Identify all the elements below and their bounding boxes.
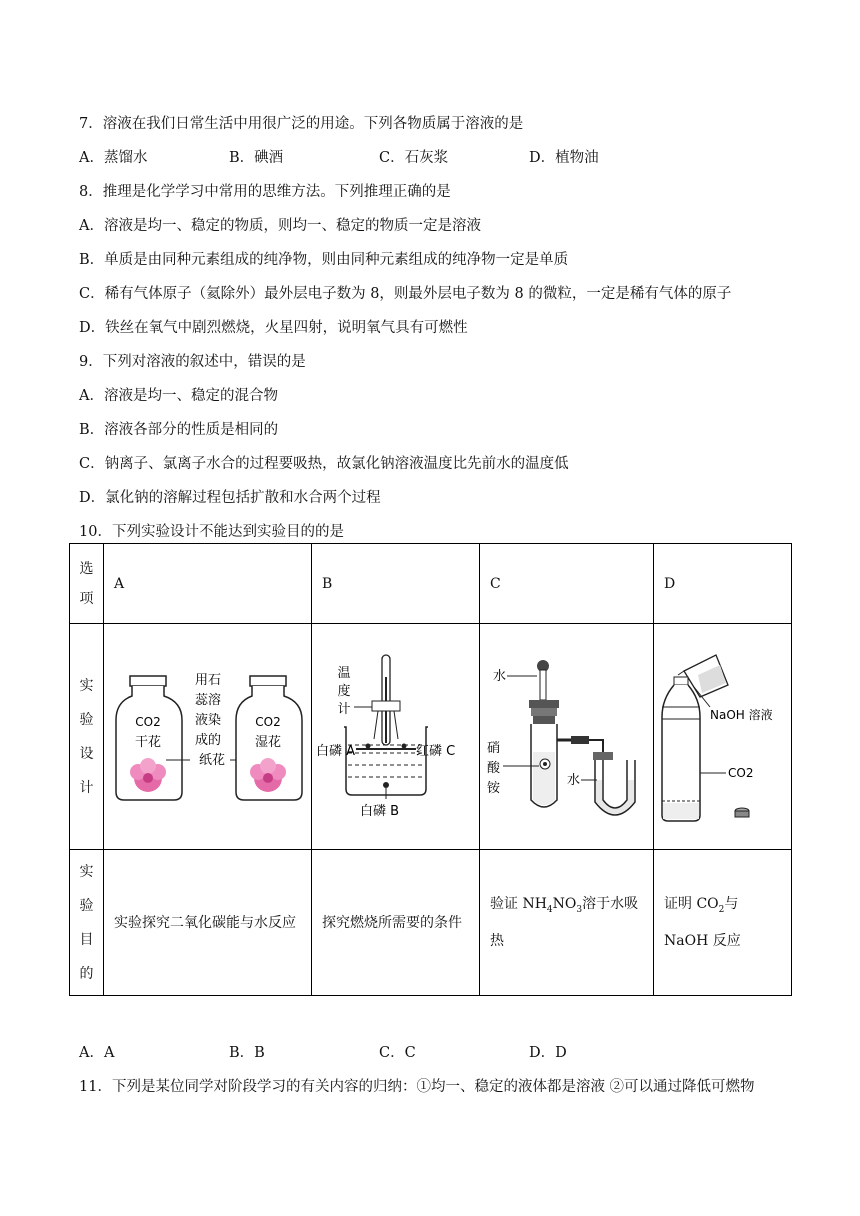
col-c-label: C	[480, 544, 654, 624]
bottle-icon	[662, 677, 700, 821]
thermometer-label-2: 度	[336, 683, 351, 699]
table-row-design	[70, 624, 792, 850]
q10-answer-a: A．A	[79, 1045, 115, 1061]
purpose-b: 探究燃烧所需要的条件	[312, 850, 480, 996]
water-label-u: 水	[566, 772, 580, 788]
q7-option-b: B．碘酒	[229, 150, 284, 166]
svg-text:用石: 用石	[194, 672, 221, 688]
water-label-top: 水	[492, 668, 506, 684]
dropper-icon	[537, 660, 549, 700]
figure-a-jars	[108, 662, 308, 812]
figure-d-cell	[654, 624, 792, 850]
thermometer-label-3: 计	[336, 701, 351, 717]
thermometer-label-1: 温	[336, 665, 351, 681]
q7-option-c: C．石灰浆	[379, 150, 449, 166]
figure-d-apparatus	[658, 647, 788, 827]
col-b-label: B	[312, 544, 480, 624]
svg-text:液染: 液染	[194, 712, 221, 728]
svg-text:纸花: 纸花	[198, 752, 225, 768]
row-header-design: 实 验 设 计	[70, 624, 104, 850]
row-header-purpose: 实 验 目 的	[70, 850, 104, 996]
purpose-c: 验证 $NH_4NO_3$溶于水吸热	[480, 850, 654, 996]
red-phosphorus-c-label: 红磷 C	[415, 743, 455, 759]
test-tube-icon	[529, 700, 559, 807]
q8-option-d: D．铁丝在氧气中剧烈燃烧，火星四射，说明氧气具有可燃性	[79, 320, 468, 336]
q11-stem: 11．下列是某位同学对阶段学习的有关内容的归纳：①均一、稳定的液体都是溶液 ②可以通过降低可燃物	[79, 1079, 755, 1095]
q9-option-c: C．钠离子、氯离子水合的过程要吸热，故氯化钠溶液温度比先前水的温度低	[79, 456, 569, 472]
q10-answer-b: B．B	[229, 1045, 265, 1061]
q8-option-a: A．溶液是均一、稳定的物质，则均一、稳定的物质一定是溶液	[79, 218, 481, 234]
q9-option-b: B．溶液各部分的性质是相同的	[79, 422, 279, 438]
q7-option-d: D．植物油	[529, 150, 599, 166]
table-row-purpose	[70, 850, 792, 996]
q7-option-a: A．蒸馏水	[79, 150, 148, 166]
row-header-option: 选 项	[70, 544, 104, 624]
left-jar-label: 干花	[134, 734, 161, 750]
ammonium-nitrate-label-1: 硝	[486, 740, 500, 756]
experiment-table	[69, 543, 792, 996]
q9-stem: 9．下列对溶液的叙述中，错误的是	[79, 354, 306, 370]
col-d-label: D	[654, 544, 792, 624]
cap-icon	[735, 808, 749, 817]
ammonium-nitrate-label-3: 铵	[486, 780, 500, 796]
left-jar	[116, 676, 182, 800]
q9-option-d: D．氯化钠的溶解过程包括扩散和水合两个过程	[79, 490, 381, 506]
q9-option-a: A．溶液是均一、稳定的混合物	[79, 388, 278, 404]
svg-text:蕊溶: 蕊溶	[194, 692, 221, 708]
figure-c-cell	[480, 624, 654, 850]
q10-stem: 10．下列实验设计不能达到实验目的的是	[79, 524, 344, 540]
u-tube-icon	[593, 752, 635, 815]
figure-c-apparatus	[485, 652, 649, 822]
q8-option-b: B．单质是由同种元素组成的纯净物，则由同种元素组成的纯净物一定是单质	[79, 252, 569, 268]
right-jar	[236, 676, 302, 800]
q10-answer-c: C．C	[379, 1045, 416, 1061]
left-jar-gas: CO2	[134, 714, 161, 729]
ammonium-nitrate-label-2: 酸	[486, 760, 500, 776]
figure-a-cell	[104, 624, 312, 850]
naoh-label: NaOH 溶液	[709, 707, 773, 722]
figure-b-cell	[312, 624, 480, 850]
col-a-label: A	[104, 544, 312, 624]
white-phosphorus-a-label: 白磷 A	[315, 743, 355, 759]
purpose-d: 证明 $CO_2$与 NaOH 反应	[654, 850, 792, 996]
q10-answer-d: D．D	[529, 1045, 567, 1061]
q8-stem: 8．推理是化学学习中常用的思维方法。下列推理正确的是	[79, 184, 451, 200]
white-phosphorus-b-label: 白磷 B	[359, 803, 399, 819]
q7-stem: 7．溶液在我们日常生活中用很广泛的用途。下列各物质属于溶液的是	[79, 116, 524, 132]
q8-option-c: C．稀有气体原子（氦除外）最外层电子数为 8，则最外层电子数为 8 的微粒，一定是稀有气体的原子	[79, 286, 732, 302]
thermometer-icon	[372, 655, 400, 745]
table-row-options	[70, 544, 792, 624]
right-jar-gas: CO2	[254, 714, 281, 729]
figure-b-apparatus	[316, 647, 476, 827]
co2-label: CO2	[727, 765, 753, 780]
purpose-a: 实验探究二氧化碳能与水反应	[104, 850, 312, 996]
svg-text:成的: 成的	[194, 732, 221, 748]
right-jar-label: 湿花	[254, 734, 281, 750]
